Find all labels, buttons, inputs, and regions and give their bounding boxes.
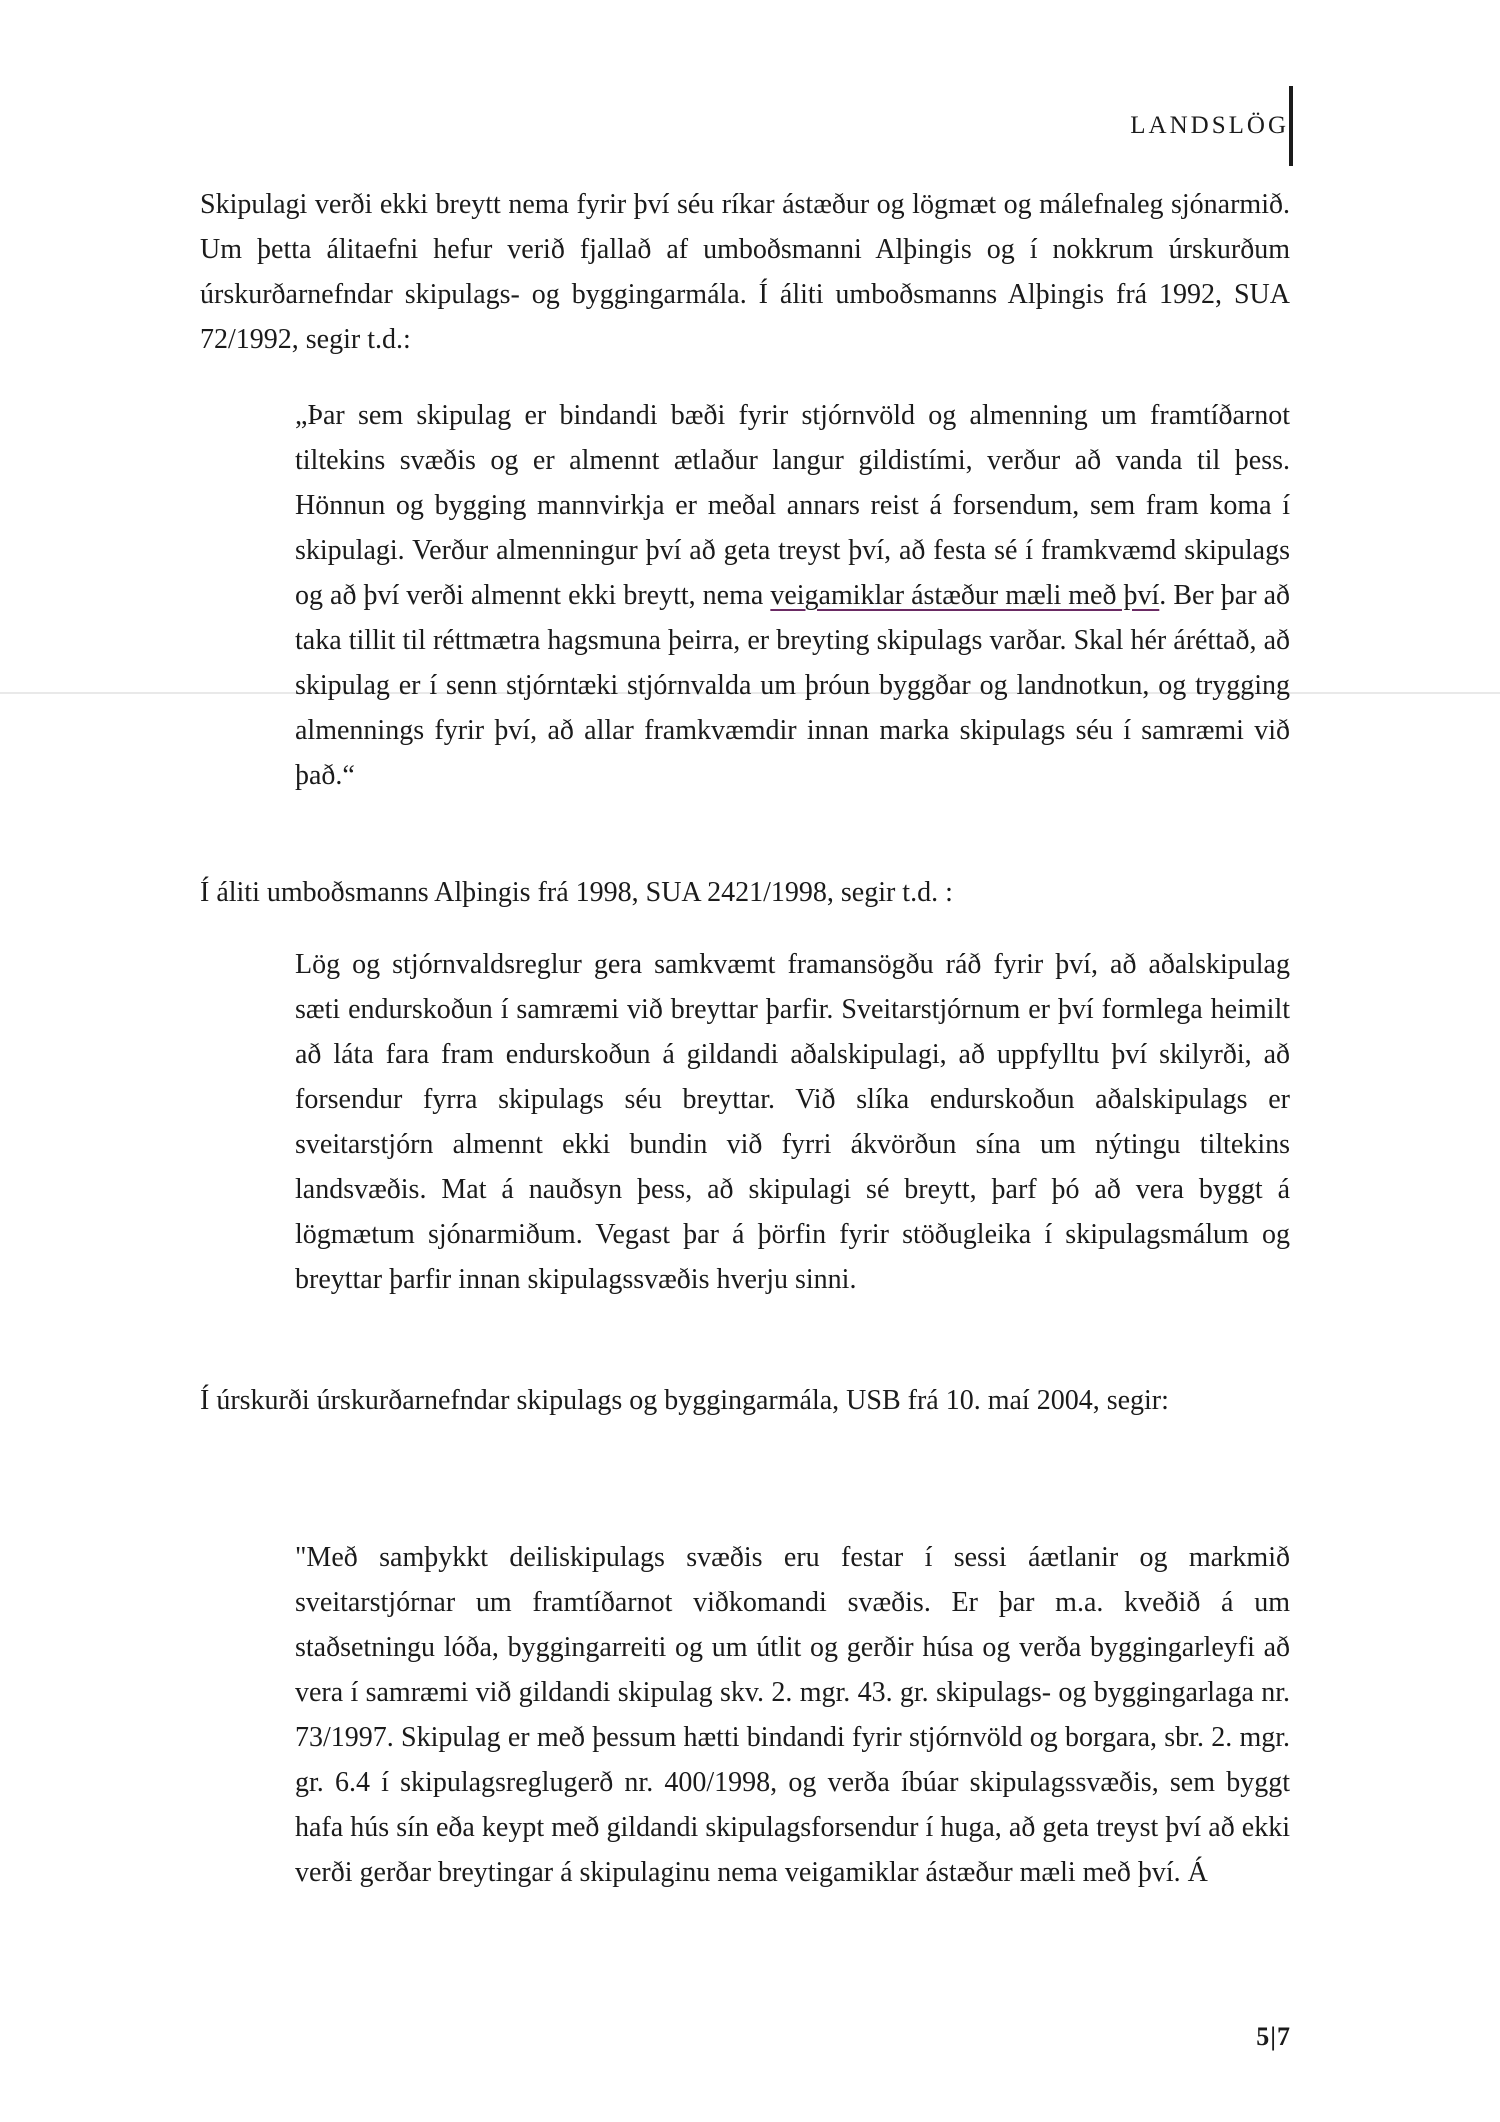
usb-2004-intro: Í úrskurði úrskurðarnefndar skipulags og byggingarmála, USB frá 10. maí 2004, segir: [200, 1385, 1169, 1416]
quote-1-text-end: . Ber þar að taka tillit til réttmætra hagsmuna þeirra, er breyting skipulags varðar. Skal hér áréttað, að skipulag er í senn stjórntæki stjórnvalda um þróun byggðar og landnotkun, og trygging almennings fyrir því, að allar framkvæmdir innan marka skipulags séu í samræmi við það.“ [295, 580, 1290, 791]
quote-sua-1992 [295, 393, 1290, 798]
running-header: LANDSLÖG [1130, 112, 1289, 139]
quote-sua-1998: Lög og stjórnvaldsreglur gera samkvæmt framansögðu ráð fyrir því, að aðalskipulag sæti endurskoðun í samræmi við breyttar þarfir. Sveitarstjórnum er því formlega heimilt að láta fara fram endurskoðun á gildandi aðalskipulagi, að uppfylltu því skilyrði, að forsendur fyrra skipulags séu breyttar. Við slíka endurskoðun aðalskipulags er sveitarstjórn almennt ekki bundin við fyrri ákvörðun sína um nýtingu tiltekins landsvæðis. Mat á nauðsyn þess, að skipulagi sé breytt, þarf þó að vera byggt á lögmætum sjónarmiðum. Vegast þar á þörfin fyrir stöðugleika í skipulagsmálum og breyttar þarfir innan skipulagssvæðis hverju sinni. [295, 949, 1290, 1295]
quote-1-text-start: „Þar sem skipulag er bindandi bæði fyrir stjórnvöld og almenning um framtíðarnot tiltekins svæðis og er almennt ætlaður langur gildistími, verður að vanda til þess. Hönnun og bygging mannvirkja er meðal annars reist á forsendum, sem fram koma í skipulagi. Verður almenningur því að geta treyst því, að festa sé í framkvæmd skipulags og að því verði almennt ekki breytt, nema [295, 400, 1290, 611]
quote-usb-2004: "Með samþykkt deiliskipulags svæðis eru festar í sessi áætlanir og markmið sveitarstjórnar um framtíðarnot viðkomandi svæðis. Er þar m.a. kveðið á um staðsetningu lóða, byggingarreiti og um útlit og gerðir húsa og verða byggingarleyfi að vera í samræmi við gildandi skipulag skv. 2. mgr. 43. gr. skipulags- og byggingarlaga nr. 73/1997. Skipulag er með þessum hætti bindandi fyrir stjórnvöld og borgara, sbr. 2. mgr. gr. 6.4 í skipulagsreglugerð nr. 400/1998, og verða íbúar skipulagssvæðis, sem byggt hafa hús sín eða keypt með gildandi skipulagsforsendur í huga, að geta treyst því að ekki verði gerðar breytingar á skipulaginu nema veigamiklar ástæður mæli með því. Á [295, 1542, 1290, 1888]
header-divider [1289, 86, 1293, 166]
page-number: 5|7 [1256, 2022, 1291, 2051]
intro-paragraph: Skipulagi verði ekki breytt nema fyrir því séu ríkar ástæður og lögmæt og málefnaleg sjónarmið. Um þetta álitaefni hefur verið fjallað af umboðsmanni Alþingis og í nokkrum úrskurðum úrskurðarnefndar skipulags- og byggingarmála. Í áliti umboðsmanns Alþingis frá 1992, SUA 72/1992, segir t.d.: [200, 189, 1290, 355]
quote-1-underlined-phrase: veigamiklar ástæður mæli með því [770, 580, 1160, 611]
sua-1998-intro: Í áliti umboðsmanns Alþingis frá 1998, SUA 2421/1998, segir t.d. : [200, 877, 953, 908]
